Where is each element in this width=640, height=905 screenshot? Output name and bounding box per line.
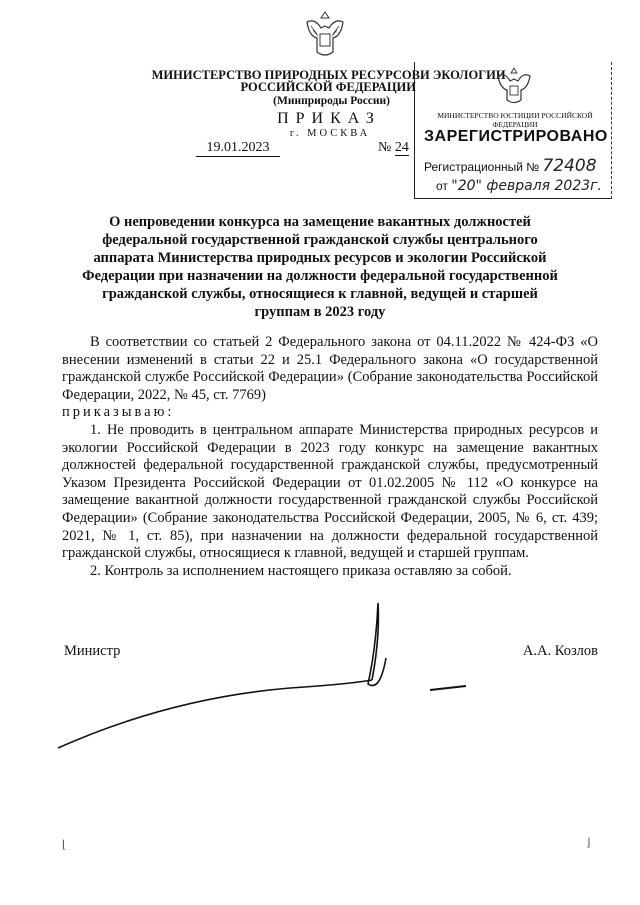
stamp-date-handwritten: "20" февраля 2023г. <box>451 178 602 194</box>
document-type: ПРИКАЗ <box>277 110 381 127</box>
item-1-paragraph: 1. Не проводить в центральном аппарате Министерства природных ресурсов и экологии Российской Федерации в 2023 году конкурс на замещение вакантных должностей федеральной государственной гражданской службы, предусмотренный Указом Президента Российской Федерации от 01.02.2005 № 112 «О конкурсе на замещение вакантной должности государственной гражданской службы Российской Федерации» (Собрание законодательства Российской Федерации, 2005, № 6, ст. 439; 2021, № 1, ст. 85), при назначении на должности федеральной государственной гражданской службы, относящиеся к главной, ведущей и старшей группам. <box>62 421 598 562</box>
order-word: приказываю: <box>62 404 175 421</box>
preamble-paragraph: В соответствии со статьей 2 Федерального закона от 04.11.2022 № 424-ФЗ «О внесении изменений в статьи 22 и 25.1 Федерального закона «О государственной гражданской службе Российской Федерации» (Собрание законодательства Российской Федерации, 2022, № 45, ст. 7769) <box>62 334 598 403</box>
stamp-from-label: от <box>436 179 448 193</box>
number-prefix: № <box>378 140 392 155</box>
number-value: 24 <box>394 140 409 155</box>
stamp-registered-label: ЗАРЕГИСТРИРОВАНО <box>424 128 608 145</box>
stamp-registration-number <box>424 156 610 176</box>
signatory-position: Министр <box>64 643 121 659</box>
signatory-name: А.А. Козлов <box>522 643 598 659</box>
stamp-reg-number-handwritten: 72408 <box>542 156 597 176</box>
corner-mark-right: ⌋ <box>586 837 591 849</box>
ministry-name-line1: МИНИСТЕРСТВО ПРИРОДНЫХ РЕСУРСОВ <box>151 68 420 82</box>
stamp-registration-date <box>436 178 606 194</box>
document-date: 19.01.2023 <box>196 140 280 157</box>
document-city: г. МОСКВА <box>289 128 371 139</box>
ministry-name-line1-end: И ЭКОЛОГИИ <box>420 68 506 82</box>
stamp-ministry-name: МИНИСТЕРСТВО ЮСТИЦИИ РОССИЙСКОЙ ФЕДЕРАЦИИ <box>437 111 593 129</box>
stamp-reg-label: Регистрационный № <box>424 160 540 174</box>
document-body <box>62 334 598 580</box>
document-title: О непроведении конкурса на замещение вакантных должностей федеральной государственной гражданской службы центрального аппарата Министерства природных ресурсов и экологии Российской Федерации при назначении на должности федеральной государственной гражданской службы, относящиеся к главной, ведущей и старшей группам в 2023 году <box>82 214 558 320</box>
handwritten-signature <box>50 598 490 758</box>
stamp-emblem-icon <box>494 66 534 110</box>
ministry-short-name: (Минприроды России) <box>273 95 390 107</box>
corner-mark-left: ⌊ <box>62 839 67 851</box>
coat-of-arms-emblem <box>303 8 347 62</box>
item-2-paragraph: 2. Контроль за исполнением настоящего приказа оставляю за собой. <box>90 562 512 579</box>
ministry-name-line2: РОССИЙСКОЙ ФЕДЕРАЦИИ <box>240 80 416 94</box>
